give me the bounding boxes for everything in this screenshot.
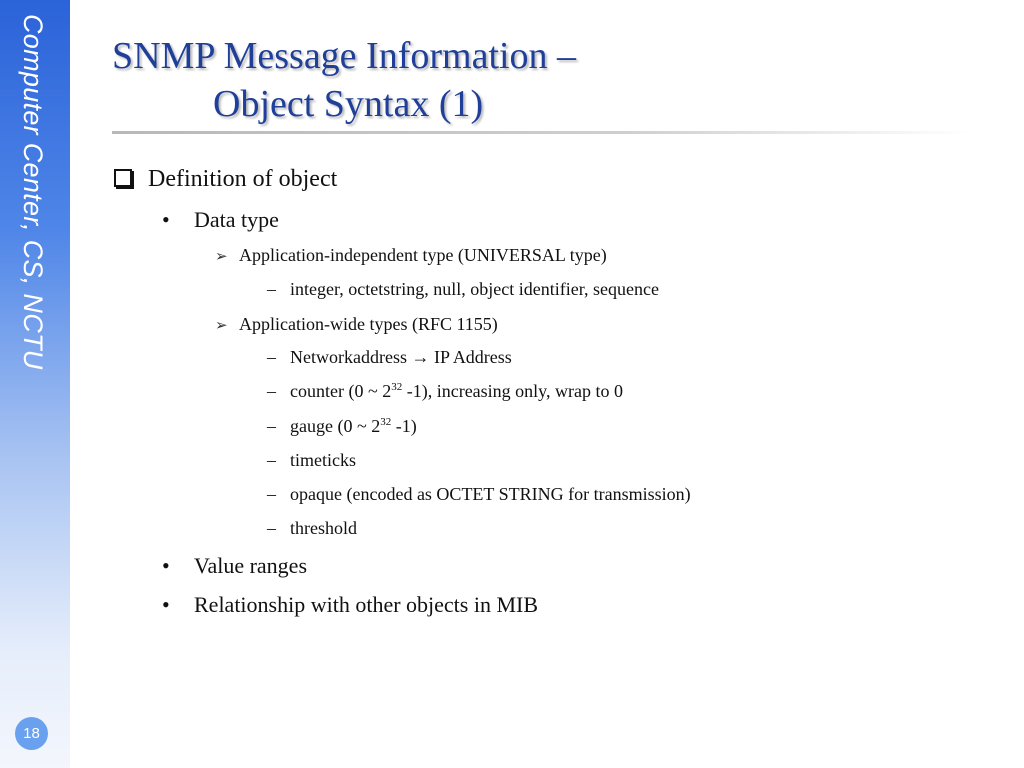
item-text: Relationship with other objects in MIB	[194, 592, 539, 617]
list-item-definition	[114, 166, 337, 193]
title-line-2: Object Syntax (1)	[213, 83, 484, 125]
dash-bullet-icon: –	[267, 484, 276, 504]
item-text: -1), increasing only, wrap to 0	[402, 381, 623, 401]
arrow-bullet-icon: ➢	[215, 318, 228, 334]
item-text: Application-wide types (RFC 1155)	[239, 314, 498, 334]
list-item-networkaddress	[267, 347, 512, 368]
item-text: timeticks	[290, 450, 356, 470]
item-text: Value ranges	[194, 553, 308, 578]
list-item-gauge	[267, 416, 417, 437]
item-text: counter (0 ~ 2	[290, 381, 392, 401]
item-text: -1)	[391, 416, 417, 436]
list-item-universal-types	[267, 279, 659, 300]
item-text: Networkaddress	[290, 347, 407, 367]
list-item-data-type	[162, 207, 279, 233]
dash-bullet-icon: –	[267, 279, 276, 299]
list-item-app-wide	[215, 314, 498, 335]
dash-bullet-icon: –	[267, 450, 276, 470]
dash-bullet-icon: –	[267, 347, 276, 367]
item-text: gauge (0 ~ 2	[290, 416, 381, 436]
title-line-1: SNMP Message Information –	[112, 35, 577, 77]
page-number-badge: 18	[15, 717, 48, 750]
list-item-app-independent	[215, 245, 607, 266]
list-item-counter	[267, 381, 623, 402]
dash-bullet-icon: –	[267, 416, 276, 436]
item-text: Data type	[194, 207, 279, 232]
list-item-relationship	[162, 592, 538, 618]
exponent: 32	[391, 381, 403, 393]
list-item-timeticks	[267, 450, 356, 471]
arrow-bullet-icon: ➢	[215, 249, 228, 265]
slide-title	[112, 32, 576, 128]
dash-bullet-icon: –	[267, 518, 276, 538]
bullet-icon: •	[162, 207, 170, 232]
bullet-icon: •	[162, 553, 170, 578]
bullet-icon: •	[162, 592, 170, 617]
dash-bullet-icon: –	[267, 381, 276, 401]
checkbox-bullet-icon	[114, 169, 132, 187]
title-underline	[112, 131, 972, 134]
item-text: threshold	[290, 518, 357, 538]
list-item-threshold	[267, 518, 357, 539]
list-item-opaque	[267, 484, 691, 505]
sidebar-title: Computer Center, CS, NCTU	[18, 14, 48, 370]
item-text-ip-address: IP Address	[433, 347, 512, 367]
item-text: integer, octetstring, null, object identifier, sequence	[290, 279, 659, 299]
item-text: Application-independent type (UNIVERSAL type)	[239, 245, 607, 265]
sidebar	[0, 0, 70, 768]
item-text: opaque (encoded as OCTET STRING for transmission)	[290, 484, 691, 504]
right-arrow-icon: →	[411, 347, 430, 367]
item-text: Definition of object	[148, 166, 338, 192]
exponent: 32	[380, 416, 392, 428]
list-item-value-ranges	[162, 553, 307, 579]
